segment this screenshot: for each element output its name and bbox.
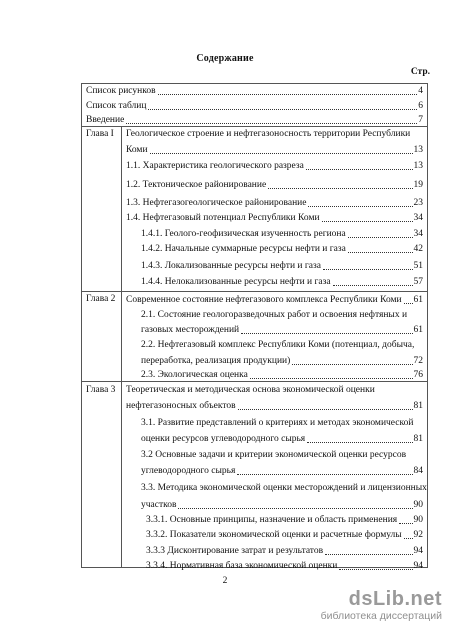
toc-entry-page: 34 (413, 229, 423, 239)
toc-entry-page: 6 (418, 101, 423, 111)
chapter-title[interactable]: Геологическое строение и нефтегазоносность территории Республики (126, 129, 411, 139)
toc-entry[interactable] (86, 85, 423, 97)
toc-entry-page: 7 (418, 115, 423, 125)
toc-entry[interactable] (141, 324, 423, 336)
toc-entry-page: 34 (413, 213, 423, 223)
toc-entry[interactable] (141, 355, 423, 367)
toc-entry-text: 2.3. Экологическая оценка (141, 370, 248, 380)
toc-entry-page: 42 (413, 244, 423, 254)
toc-entry-page: 23 (413, 198, 423, 208)
toc-entry-text: 3.3.4. Нормативная база экономической оценки (146, 561, 338, 571)
toc-entry[interactable] (141, 260, 423, 272)
toc-entry[interactable] (146, 514, 423, 526)
toc-entry-text: 1.2. Тектоническое районирование (126, 180, 267, 190)
toc-entry-text: переработка, реализация продукции) (141, 356, 291, 366)
page-number: 2 (222, 576, 228, 586)
toc-entry-page: 4 (418, 86, 423, 96)
toc-entry-text[interactable]: 3.2 Основные задачи и критерии экономической оценки ресурсов (141, 450, 407, 460)
toc-entry-text: 1.1. Характеристика геологического разреза (126, 161, 304, 171)
toc-entry-text: углеводородного сырья (141, 466, 236, 476)
toc-entry-text[interactable]: 3.1. Развитие представлений о критериях и методах экономической (141, 418, 414, 428)
column-divider (121, 126, 122, 568)
toc-entry-page: 84 (413, 466, 423, 476)
toc-entry-page: 92 (413, 530, 423, 540)
toc-entry[interactable] (146, 545, 423, 557)
toc-entry-text: Коми (126, 145, 148, 155)
toc-entry-page: 90 (413, 500, 423, 510)
toc-entry[interactable] (146, 560, 423, 572)
toc-entry-page: 51 (413, 261, 423, 271)
toc-entry-text: 1.4.1. Геолого-геофизическая изученность региона (141, 229, 346, 239)
row-divider (81, 381, 428, 382)
toc-entry[interactable] (141, 433, 423, 445)
toc-entry-text: Введение (86, 115, 125, 125)
toc-entry[interactable] (146, 529, 423, 541)
toc-entry[interactable] (126, 294, 423, 306)
toc-entry[interactable] (141, 228, 423, 240)
toc-entry[interactable] (141, 276, 423, 288)
watermark (321, 588, 442, 623)
toc-entry-page: 57 (413, 277, 423, 287)
toc-entry[interactable] (141, 369, 423, 381)
toc-entry-text[interactable]: 2.1. Состояние геологоразведочных работ и освоения нефтяных и (141, 310, 408, 320)
chapter-label: Глава 3 (86, 385, 116, 395)
toc-entry[interactable] (126, 400, 423, 412)
toc-entry-text: Список таблиц (86, 101, 147, 111)
toc-entry[interactable] (126, 144, 423, 156)
watermark-tagline: библиотека диссертаций (320, 610, 442, 622)
row-divider (81, 291, 428, 292)
toc-entry[interactable] (126, 179, 423, 191)
toc-entry-text: 1.4. Нефтегазовый потенциал Республики Коми (126, 213, 320, 223)
toc-entry-text: 3.3.3 Дисконтирование затрат и результатов (146, 546, 324, 556)
toc-entry-page: 76 (413, 370, 423, 380)
toc-entry[interactable] (141, 243, 423, 255)
toc-entry-text: 1.4.3. Локализованные ресурсы нефти и газа (141, 261, 321, 271)
page-column-header: Стр. (410, 67, 430, 77)
toc-entry-page: 61 (413, 295, 423, 305)
toc-entry-page: 94 (413, 561, 423, 571)
row-divider (81, 126, 428, 127)
toc-entry-text: 1.4.2. Начальные суммарные ресурсы нефти и газа (141, 244, 346, 254)
toc-entry[interactable] (141, 499, 423, 511)
page-title: Содержание (196, 53, 254, 64)
toc-entry-text: газовых месторождений (141, 325, 240, 335)
toc-entry-text[interactable]: 2.2. Нефтегазовый комплекс Республики Коми (потенциал, добыча, (141, 340, 415, 350)
toc-entry-text[interactable]: 3.3. Методика экономической оценки месторождений и лицензионных (141, 483, 427, 493)
toc-entry-page: 81 (413, 434, 423, 444)
chapter-label: Глава 2 (86, 294, 116, 304)
toc-entry-page: 72 (413, 356, 423, 366)
toc-entry-text: Список рисунков (86, 86, 156, 96)
toc-entry[interactable] (126, 160, 423, 172)
toc-entry[interactable] (141, 465, 423, 477)
chapter-title: нефтегазоносных объектов (126, 401, 236, 411)
watermark-logo: dsLib.net (348, 588, 442, 610)
toc-entry[interactable] (126, 197, 423, 209)
toc-entry-page: 90 (413, 515, 423, 525)
toc-entry[interactable] (126, 212, 423, 224)
toc-entry[interactable] (86, 100, 423, 112)
toc-entry-text: участков (141, 500, 177, 510)
toc-entry-page: 61 (413, 325, 423, 335)
toc-entry-page: 19 (413, 180, 423, 190)
toc-entry-text: 3.3.1. Основные принципы, назначение и область применения (146, 515, 398, 525)
chapter-title[interactable]: Теоретическая и методическая основа экономической оценки (126, 385, 375, 395)
toc-entry-text: оценки ресурсов углеводородного сырья (141, 434, 306, 444)
toc-entry[interactable] (86, 114, 423, 126)
toc-entry-page: 81 (413, 401, 423, 411)
toc-entry-text: 1.4.4. Нелокализованные ресурсы нефти и газа (141, 277, 331, 287)
toc-entry-text: 3.3.2. Показатели экономической оценки и расчетные формулы (146, 530, 402, 540)
toc-entry-text: 1.3. Нефтегазогеологическое районирование (126, 198, 307, 208)
toc-entry-page: 13 (413, 145, 423, 155)
toc-entry-page: 13 (413, 161, 423, 171)
chapter-label: Глава I (86, 129, 114, 139)
chapter-title: Современное состояние нефтегазового комплекса Республики Коми (126, 295, 402, 305)
toc-entry-page: 94 (413, 546, 423, 556)
